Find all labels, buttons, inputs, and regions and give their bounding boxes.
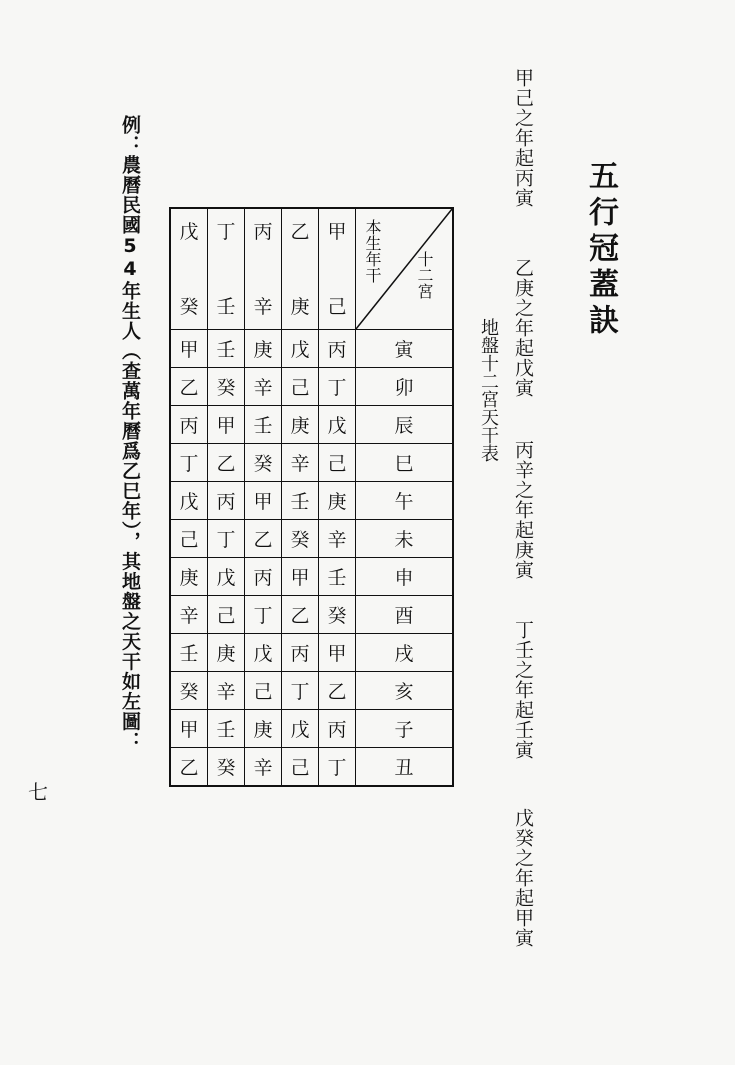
stem-cell: 己: [208, 596, 245, 634]
stem-cell: 辛: [170, 596, 208, 634]
stem-cell: 丁: [319, 368, 356, 406]
branch-cell: 卯: [356, 368, 454, 406]
stem-cell: 癸: [208, 748, 245, 787]
corner-palace-label: 十二宮: [415, 251, 434, 299]
stem-cell: 癸: [319, 596, 356, 634]
branch-cell: 午: [356, 482, 454, 520]
branch-cell: 寅: [356, 330, 454, 368]
rule-line-5: 戊癸之年起甲寅: [512, 808, 534, 948]
table-row: [170, 710, 453, 748]
stem-cell: 丙: [319, 330, 356, 368]
table-caption: 地盤十二宮天干表: [478, 318, 499, 462]
stem-cell: 壬: [282, 482, 319, 520]
table-row: [170, 748, 453, 787]
table-row: [170, 482, 453, 520]
stem-cell: 戊: [319, 406, 356, 444]
rule-line-2: 乙庚之年起戊寅: [512, 258, 534, 398]
stem-cell: 壬: [208, 330, 245, 368]
stem-cell: 己: [282, 368, 319, 406]
stem-cell: 戊: [282, 710, 319, 748]
table-row: [170, 444, 453, 482]
rule-line-3: 丙辛之年起庚寅: [512, 440, 534, 580]
stem-cell: 甲: [319, 634, 356, 672]
stem-cell: 丙: [245, 558, 282, 596]
stem-cell: 辛: [319, 520, 356, 558]
stem-cell: 丁: [208, 520, 245, 558]
table-row: [170, 558, 453, 596]
table-row: [170, 634, 453, 672]
stem-cell: 乙: [170, 368, 208, 406]
stem-cell: 丙: [319, 710, 356, 748]
corner-year-stem-label: 本生年干: [363, 219, 382, 283]
table-row: [170, 672, 453, 710]
stem-cell: 癸: [245, 444, 282, 482]
stem-cell: 庚: [245, 710, 282, 748]
stem-cell: 庚: [282, 406, 319, 444]
stem-cell: 戊: [170, 482, 208, 520]
stem-cell: 丙: [208, 482, 245, 520]
table-row: [170, 368, 453, 406]
stem-cell: 庚: [170, 558, 208, 596]
stem-cell: 庚: [319, 482, 356, 520]
stem-cell: 戊: [208, 558, 245, 596]
column-header: 丙 辛: [245, 208, 282, 330]
stem-cell: 甲: [282, 558, 319, 596]
stem-cell: 辛: [282, 444, 319, 482]
stem-cell: 乙: [319, 672, 356, 710]
stem-cell: 辛: [245, 748, 282, 787]
stem-cell: 甲: [208, 406, 245, 444]
stem-cell: 己: [245, 672, 282, 710]
stem-cell: 癸: [170, 672, 208, 710]
column-header: 甲 己: [319, 208, 356, 330]
stem-cell: 甲: [170, 330, 208, 368]
rule-line-1: 甲己之年起丙寅: [512, 68, 534, 208]
page-title: 五行冠蓋訣: [583, 160, 618, 340]
stem-cell: 辛: [208, 672, 245, 710]
table-row: [170, 520, 453, 558]
branch-cell: 申: [356, 558, 454, 596]
rule-line-4: 丁壬之年起壬寅: [512, 620, 534, 760]
stem-cell: 壬: [319, 558, 356, 596]
stem-cell: 己: [282, 748, 319, 787]
column-header: 丁 壬: [208, 208, 245, 330]
table-row: [170, 406, 453, 444]
example-text: 例：農曆民國54年生人（查萬年曆爲乙巳年），其地盤之天干如左圖：: [119, 115, 141, 752]
stem-cell: 癸: [208, 368, 245, 406]
stem-cell: 壬: [245, 406, 282, 444]
branch-cell: 酉: [356, 596, 454, 634]
stem-cell: 己: [319, 444, 356, 482]
stem-cell: 壬: [208, 710, 245, 748]
branch-cell: 巳: [356, 444, 454, 482]
stem-cell: 辛: [245, 368, 282, 406]
stem-cell: 乙: [282, 596, 319, 634]
page-number: 七: [28, 780, 48, 804]
branch-cell: 子: [356, 710, 454, 748]
stem-cell: 甲: [170, 710, 208, 748]
stem-cell: 乙: [208, 444, 245, 482]
branch-cell: 丑: [356, 748, 454, 787]
stem-cell: 甲: [245, 482, 282, 520]
stem-cell: 丁: [319, 748, 356, 787]
stem-cell: 己: [170, 520, 208, 558]
branch-cell: 亥: [356, 672, 454, 710]
table-row: [170, 330, 453, 368]
stem-cell: 壬: [170, 634, 208, 672]
branch-cell: 戌: [356, 634, 454, 672]
stem-cell: 丙: [282, 634, 319, 672]
stem-cell: 丁: [245, 596, 282, 634]
branch-cell: 辰: [356, 406, 454, 444]
stem-cell: 丁: [282, 672, 319, 710]
table-row: [170, 596, 453, 634]
stem-cell: 丙: [170, 406, 208, 444]
stem-cell: 乙: [170, 748, 208, 787]
branch-cell: 未: [356, 520, 454, 558]
stem-cell: 戊: [282, 330, 319, 368]
stem-cell: 戊: [245, 634, 282, 672]
column-header: 戊 癸: [170, 208, 208, 330]
stem-cell: 乙: [245, 520, 282, 558]
column-header: 乙 庚: [282, 208, 319, 330]
stem-cell: 庚: [208, 634, 245, 672]
stem-cell: 庚: [245, 330, 282, 368]
stem-cell: 丁: [170, 444, 208, 482]
table-header-row: [170, 208, 453, 330]
corner-header: [356, 208, 454, 330]
stem-cell: 癸: [282, 520, 319, 558]
stem-table: [169, 207, 454, 787]
